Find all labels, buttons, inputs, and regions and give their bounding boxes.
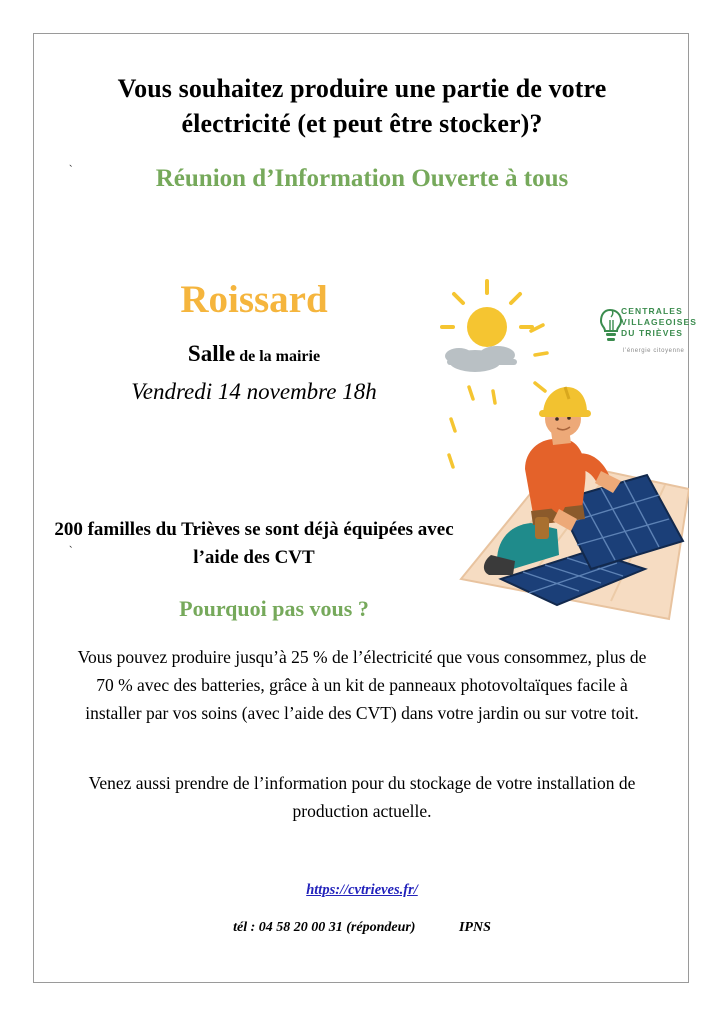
venue — [54, 341, 454, 367]
stray-mark-top: ` — [67, 161, 74, 178]
poster-inner — [34, 34, 698, 982]
centrales-villageoises-logo — [599, 304, 714, 362]
logo-line-1: CENTRALES — [621, 306, 683, 316]
stray-mark-middle: ` — [67, 542, 74, 559]
website-link[interactable]: https://cvtrieves.fr/ — [306, 882, 418, 898]
page-title: Vous souhaitez produire une partie de votre électricité (et peut être stocker)? — [117, 74, 607, 138]
logo-tagline: l’énergie citoyenne — [623, 348, 685, 354]
town-name: Roissard — [180, 278, 328, 321]
ipns-label: IPNS — [458, 920, 491, 935]
call-to-action: Pourquoi pas vous ? — [179, 596, 369, 621]
logo-line-3: DU TRIÈVES — [621, 328, 684, 339]
poster-page — [33, 33, 698, 983]
logo-text — [621, 306, 697, 340]
venue-sub-label: de la mairie — [239, 348, 321, 365]
meeting-datetime: Vendredi 14 novembre 18h — [131, 379, 377, 404]
meeting-subtitle: Réunion d’Information Ouverte à tous — [155, 165, 569, 192]
phone-number: tél : 04 58 20 00 31 (répondeur) — [233, 920, 416, 935]
logo-line-2: VILLAGEOISES — [621, 317, 698, 328]
sun-icon — [442, 281, 532, 359]
cloud-icon — [445, 346, 517, 372]
venue-main-label: Salle — [187, 341, 236, 366]
body-paragraph-1: Vous pouvez produire jusqu’à 25 % de l’électricité que vous consommez, plus de 70 % avec des batteries, grâce à un kit de panneaux photovoltaïques facile à installer par vos soins (avec l’aide des CVT) dans votre jardin ou sur votre toit. — [77, 647, 647, 723]
footer-contact — [72, 920, 652, 936]
body-paragraph-2: Venez aussi prendre de l’information pour du stockage de votre installation de production actuelle. — [88, 773, 636, 821]
families-statement: 200 familles du Trièves se sont déjà équipées avec l’aide des CVT — [54, 519, 454, 568]
